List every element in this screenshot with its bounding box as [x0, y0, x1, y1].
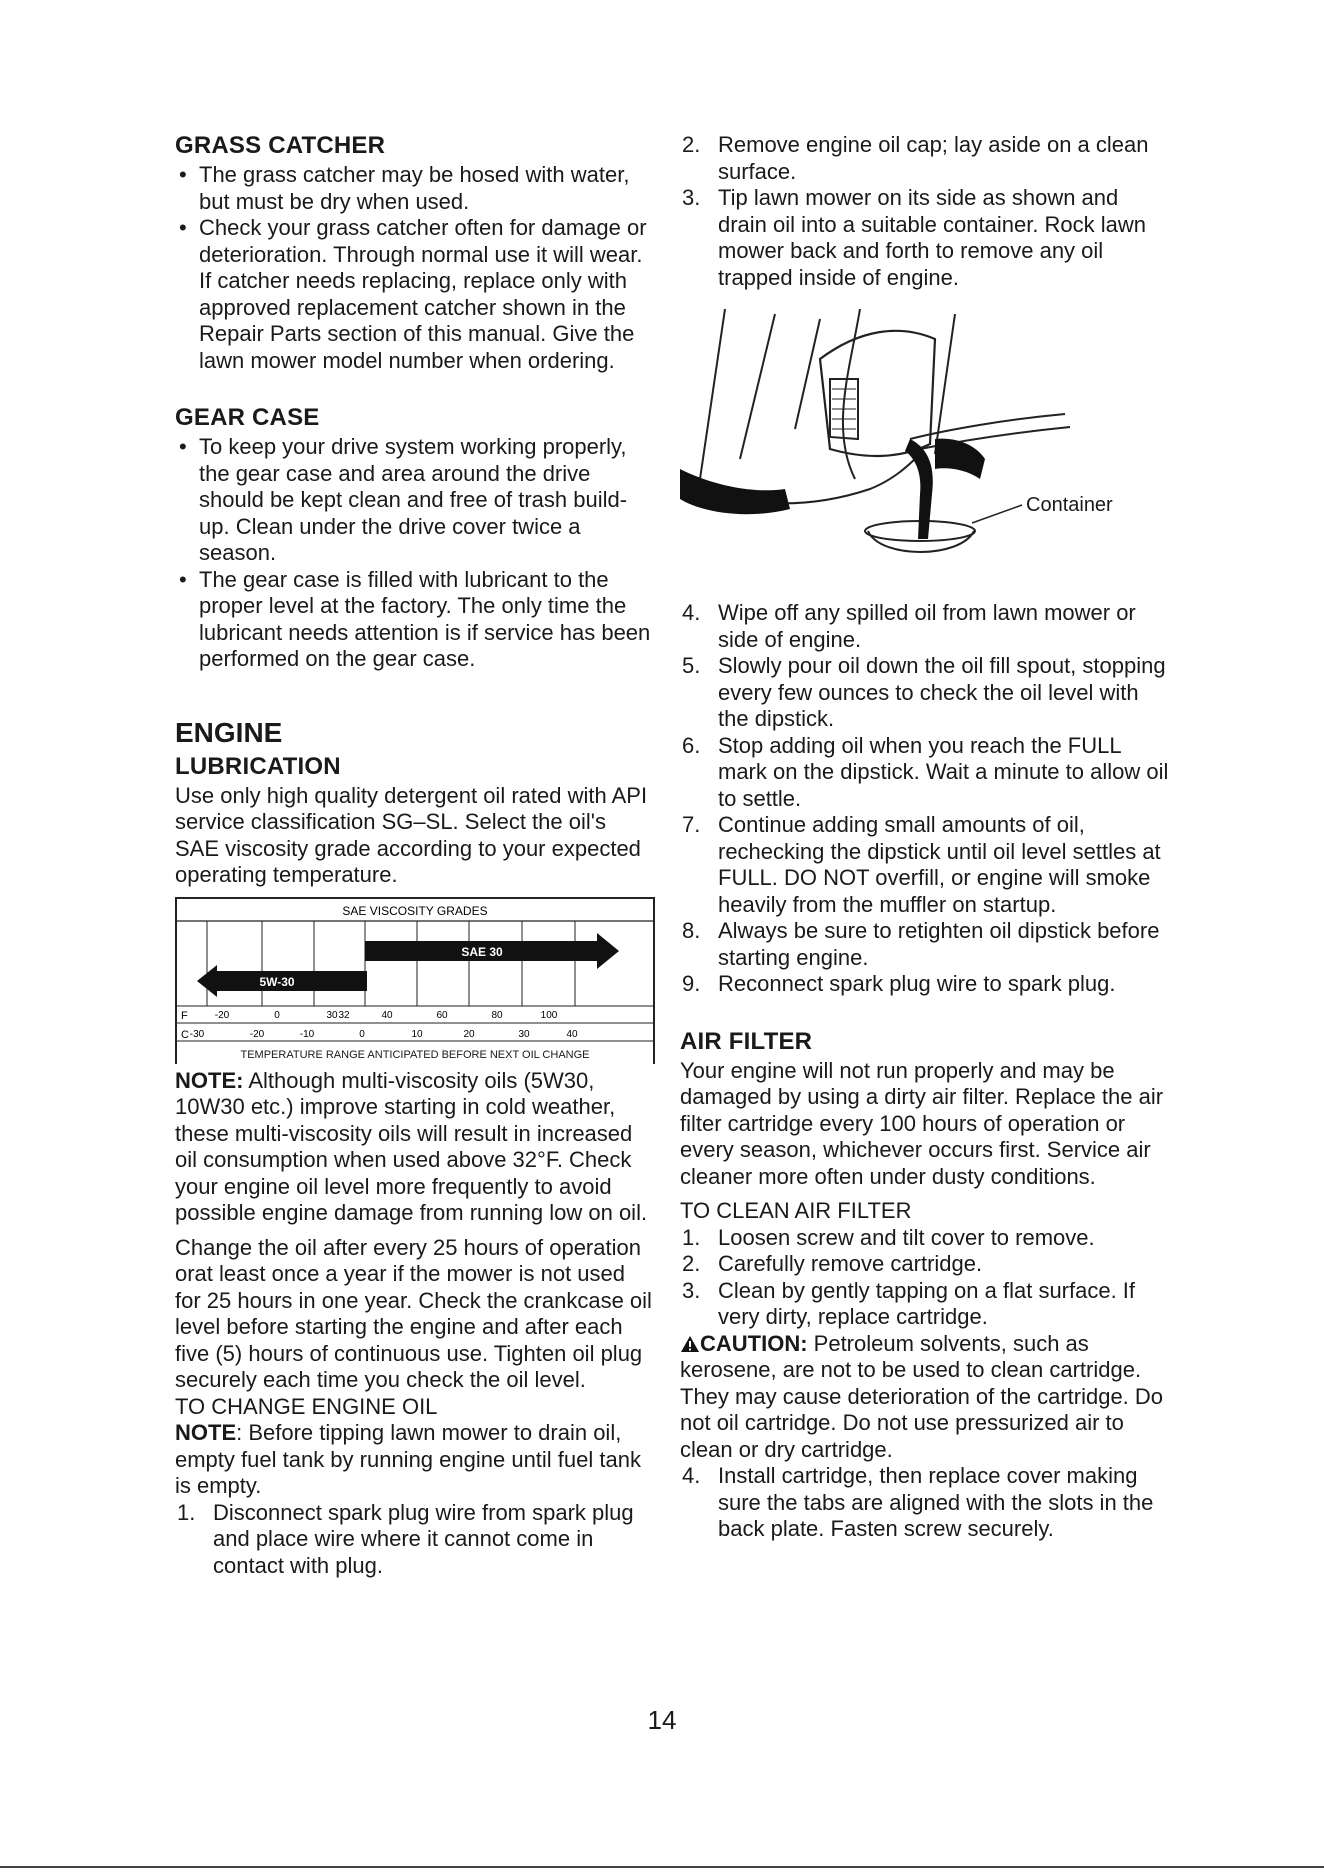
caution-label-wrap — [680, 1331, 808, 1356]
page-number: 14 — [647, 1705, 677, 1735]
step-1-text: Disconnect spark plug wire from spark plug and place wire where it cannot come in contact with plug. — [213, 1499, 634, 1578]
step-3-text: Tip lawn mower on its side as shown and drain oil into a suitable container. Rock lawn mower back and forth to remove any oil trapped inside of engine. — [718, 185, 1147, 290]
f-tick-label: 100 — [540, 1009, 558, 1021]
change-oil-steps-left — [175, 1500, 655, 1580]
c-tick-label: 20 — [463, 1028, 475, 1040]
air-step-2-num: 2. — [682, 1251, 701, 1276]
step-6 — [680, 733, 1170, 813]
step-1 — [175, 1500, 655, 1580]
step-3-num: 3. — [682, 185, 701, 210]
chart-grid — [207, 921, 575, 1006]
c-tick-label: 30 — [518, 1028, 530, 1040]
to-change-oil-heading: TO CHANGE ENGINE OIL — [175, 1393, 438, 1419]
chart-bars — [197, 933, 619, 997]
left-column — [175, 132, 655, 1579]
f-axis-label: F — [181, 1009, 188, 1022]
step-8-num: 8. — [682, 918, 701, 943]
f-tick-label: 60 — [436, 1009, 448, 1021]
air-step-4-num: 4. — [682, 1463, 701, 1488]
f-tick-label: 30 — [326, 1009, 338, 1021]
f-tick-label: -20 — [214, 1009, 230, 1021]
step-8-text: Always be sure to retighten oil dipstick before starting engine. — [718, 918, 1160, 970]
step-2 — [680, 132, 1170, 185]
step-8 — [680, 918, 1170, 971]
c-ticks — [190, 1029, 578, 1040]
air-step-1-num: 1. — [682, 1224, 701, 1250]
step-7-num: 7. — [682, 812, 701, 837]
grass-catcher-list — [175, 162, 655, 374]
c-axis-label: C — [181, 1028, 189, 1041]
c-tick-label: 40 — [566, 1028, 578, 1040]
step-4-text: Wipe off any spilled oil from lawn mower or side of engine. — [718, 600, 1136, 652]
f-tick-label: 0 — [274, 1009, 280, 1021]
air-step-2-text: Carefully remove cartridge. — [718, 1251, 983, 1276]
step-6-num: 6. — [682, 732, 701, 758]
air-step-1-text: Loosen screw and tilt cover to remove. — [718, 1224, 1095, 1250]
change-oil-text: Change the oil after every 25 hours of operation orat least once a year if the mower is not used for 25 hours in one year. Check the crankcase oil level before starting the engine and after each five (5) hours of continuous use. Tighten oil plug securely each time you check the oil level. — [175, 1234, 652, 1392]
change-oil-steps-a — [680, 132, 1170, 291]
air-filter-heading: AIR FILTER — [680, 1027, 813, 1055]
warning-triangle-icon — [680, 1335, 700, 1353]
step-6-text: Stop adding oil when you reach the FULL mark on the dipstick. Wait a minute to allow oil to settle. — [718, 732, 1169, 811]
f-tick-label: 32 — [338, 1009, 350, 1021]
step-5-text: Slowly pour oil down the oil fill spout, stopping every few ounces to check the oil level with the dipstick. — [718, 653, 1166, 731]
gear-case-bullet-1: • To keep your drive system working properly, the gear case and area around the drive should be kept clean and free of trash build-up. Clean under the drive cover twice a season. — [175, 434, 655, 567]
c-tick-label: -10 — [299, 1028, 315, 1040]
note2-paragraph — [175, 1420, 655, 1500]
right-column — [680, 132, 1170, 1543]
air-step-1 — [680, 1225, 1170, 1252]
change-oil-steps-b — [680, 600, 1170, 998]
grass-catcher-bullet-2: • Check your grass catcher often for damage or deterioration. Through normal use it will wear. If catcher needs replacing, replace only with approved replacement catcher shown in the Repair Parts section of this manual. Give the lawn mower model number when ordering. — [175, 215, 655, 374]
bar-sae30-label: SAE 30 — [461, 944, 503, 959]
sae-viscosity-chart — [175, 897, 655, 1064]
gear-case-list — [175, 434, 655, 673]
c-tick-label: 0 — [359, 1028, 365, 1040]
caution-label: CAUTION: — [700, 1330, 808, 1356]
air-step-2 — [680, 1251, 1170, 1278]
note2-label: NOTE — [175, 1420, 237, 1445]
step-7 — [680, 812, 1170, 918]
to-clean-air-filter-heading: TO CLEAN AIR FILTER — [680, 1198, 912, 1223]
engine-heading: ENGINE — [175, 716, 283, 748]
air-step-3 — [680, 1278, 1170, 1331]
note-label: NOTE: — [175, 1067, 244, 1093]
step-4 — [680, 600, 1170, 653]
grass-catcher-heading: GRASS CATCHER — [175, 132, 386, 159]
air-step-3-text: Clean by gently tapping on a flat surface. If very dirty, replace cartridge. — [718, 1277, 1136, 1329]
air-filter-step-4-list — [680, 1463, 1170, 1543]
caution-text: Petroleum solvents, such as kerosene, are not to be used to clean cartridge. They may cause deterioration of the cartridge. Do not oil cartridge. Do not use pressurized air to clean or dry cartridge. — [680, 1330, 1164, 1462]
step-3 — [680, 185, 1170, 291]
caution-paragraph — [680, 1331, 1170, 1464]
lubrication-heading: LUBRICATION — [175, 752, 341, 780]
note-paragraph — [175, 1068, 655, 1227]
step-2-num: 2. — [682, 132, 701, 157]
bottom-rule — [0, 1866, 1324, 1868]
lubrication-text: Use only high quality detergent oil rated with API service classification SG–SL. Select the oil's SAE viscosity grade according to your expected operating temperature. — [175, 782, 648, 887]
f-ticks — [215, 1010, 558, 1021]
step-7-text: Continue adding small amounts of oil, rechecking the dipstick until oil level settles at FULL. DO NOT overfill, or engine will smoke heavily from the muffler on startup. — [718, 812, 1161, 917]
grass-catcher-bullet-1: • The grass catcher may be hosed with water, but must be dry when used. — [175, 162, 655, 215]
air-step-4 — [680, 1463, 1170, 1543]
step-2-text: Remove engine oil cap; lay aside on a clean surface. — [718, 132, 1149, 184]
c-tick-label: -20 — [249, 1028, 265, 1040]
step-5 — [680, 653, 1170, 733]
air-filter-intro: Your engine will not run properly and may be damaged by using a dirty air filter. Replace the air filter cartridge every 100 hours of operation or every season, whichever occurs first. Service air cleaner more often under dusty conditions. — [680, 1057, 1164, 1189]
note2-text: : Before tipping lawn mower to drain oil, empty fuel tank by running engine until fuel tank is empty. — [175, 1420, 641, 1498]
f-tick-label: 40 — [381, 1009, 393, 1021]
f-tick-label: 80 — [491, 1009, 503, 1021]
mower-draining-oil-icon — [680, 309, 1170, 594]
c-tick-label: 10 — [411, 1028, 423, 1040]
note-text: Although multi-viscosity oils (5W30, 10W30 etc.) improve starting in cold weather, these multi-viscosity oils will result in increased oil consumption when used above 32°F. Check your engine oil level more frequently to avoid possible engine damage from running low on oil. — [175, 1067, 648, 1225]
air-step-3-num: 3. — [682, 1277, 701, 1303]
bar-5w30-label: 5W-30 — [259, 974, 295, 989]
chart-bottom-label: TEMPERATURE RANGE ANTICIPATED BEFORE NEXT OIL CHANGE — [240, 1048, 590, 1061]
chart-title: SAE VISCOSITY GRADES — [342, 903, 488, 918]
air-filter-steps — [680, 1225, 1170, 1331]
step-9-text: Reconnect spark plug wire to spark plug. — [718, 971, 1116, 996]
step-9 — [680, 971, 1170, 998]
step-9-num: 9. — [682, 971, 701, 996]
air-step-4-text: Install cartridge, then replace cover making sure the tabs are aligned with the slots in the back plate. Fasten screw securely. — [718, 1463, 1154, 1541]
oil-drain-illustration — [680, 309, 1170, 594]
gear-case-bullet-2: • The gear case is filled with lubricant to the proper level at the factory. The only time the lubricant needs attention is if service has been performed on the gear case. — [175, 567, 655, 673]
gear-case-heading: GEAR CASE — [175, 404, 320, 431]
container-label: Container — [1026, 494, 1113, 516]
step-5-num: 5. — [682, 653, 701, 678]
viscosity-chart-svg — [177, 899, 653, 1049]
c-tick-label: -30 — [189, 1028, 205, 1040]
step-1-num: 1. — [177, 1499, 196, 1525]
step-4-num: 4. — [682, 600, 701, 625]
